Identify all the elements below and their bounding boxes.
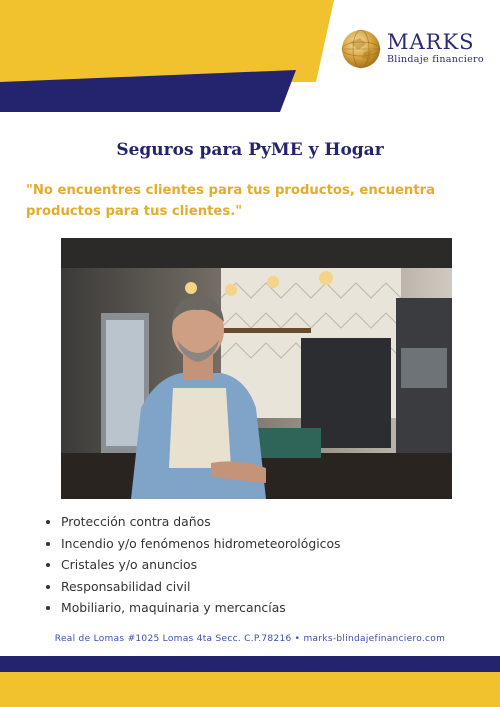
list-item: • Mobiliario, maquinaria y mercancías [61,597,341,619]
list-item: • Responsabilidad civil [61,576,341,598]
list-item: • Incendio y/o fenómenos hidrometeorológicos [61,533,341,555]
footer-decoration [0,652,500,707]
cafe-owner-photo [61,238,452,499]
brand-tagline: Blindaje financiero [387,54,484,65]
brand-name: MARKS [387,30,475,54]
quote-text: "No encuentres clientes para tus productos, encuentra productos para tus clientes." [26,183,436,219]
footer-contact: Real de Lomas #1025 Lomas 4ta Secc. C.P.78216 • marks-blindajefinanciero.com [54,634,446,644]
coverage-list [45,511,341,619]
globe-logo-icon [340,28,382,70]
page-title: Seguros para PyME y Hogar [116,140,384,160]
list-item: • Cristales y/o anuncios [61,554,341,576]
list-item: • Protección contra daños [61,511,341,533]
